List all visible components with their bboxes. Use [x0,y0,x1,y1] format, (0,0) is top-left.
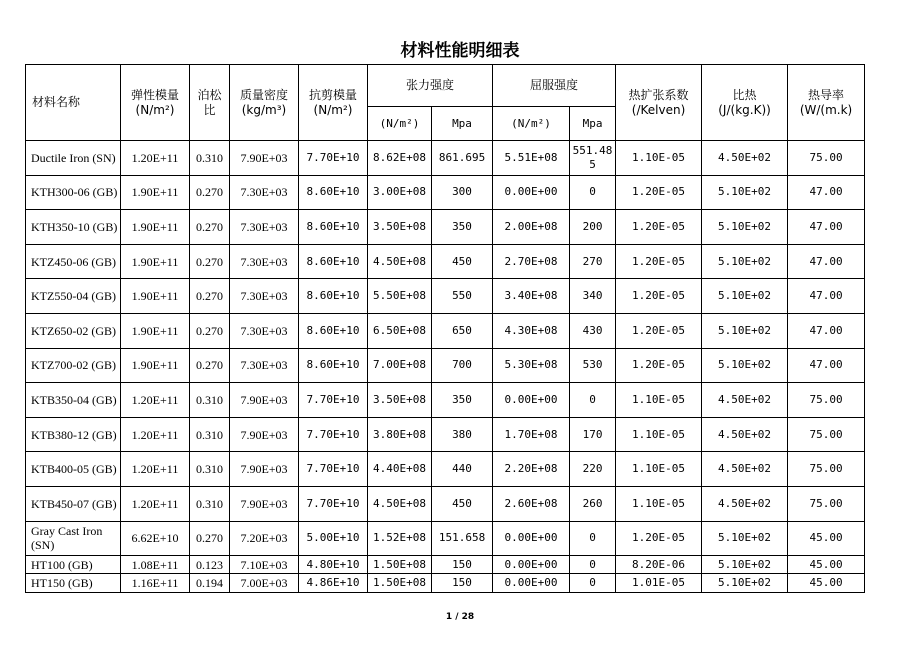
cell-density: 7.30E+03 [230,279,299,314]
cell-tensile-strength: 4.40E+08 [368,452,432,487]
cell-thermal-conductivity: 47.00 [788,244,865,279]
cell-tensile-strength: 3.00E+08 [368,175,432,210]
cell-shear-modulus: 7.70E+10 [299,383,368,418]
cell-specific-heat: 5.10E+02 [702,521,788,556]
cell-shear-modulus: 7.70E+10 [299,486,368,521]
cell-yield-strength: 1.70E+08 [493,417,570,452]
cell-poisson-ratio: 0.310 [190,486,230,521]
header-density: 质量密度 (kg/m³) [230,65,299,141]
cell-shear-modulus: 5.00E+10 [299,521,368,556]
header-shear-modulus: 抗剪模量 (N/m²) [299,65,368,141]
cell-poisson-ratio: 0.270 [190,210,230,245]
header-thermal-expansion: 热扩张系数 (/Kelven) [616,65,702,141]
cell-tensile-strength-mpa: 150 [432,556,493,574]
table-row [26,383,865,418]
cell-poisson-ratio: 0.270 [190,313,230,348]
cell-density: 7.90E+03 [230,141,299,176]
cell-yield-strength-mpa: 0 [570,175,616,210]
cell-elastic-modulus: 1.90E+11 [121,244,190,279]
cell-density: 7.30E+03 [230,244,299,279]
cell-density: 7.90E+03 [230,417,299,452]
cell-thermal-expansion: 1.01E-05 [616,574,702,592]
cell-tensile-strength-mpa: 650 [432,313,493,348]
cell-yield-strength: 3.40E+08 [493,279,570,314]
cell-specific-heat: 4.50E+02 [702,417,788,452]
cell-tensile-strength: 3.50E+08 [368,210,432,245]
cell-elastic-modulus: 1.20E+11 [121,486,190,521]
cell-poisson-ratio: 0.270 [190,244,230,279]
cell-thermal-expansion: 1.10E-05 [616,417,702,452]
cell-yield-strength-mpa: 340 [570,279,616,314]
cell-elastic-modulus: 1.90E+11 [121,279,190,314]
cell-shear-modulus: 4.86E+10 [299,574,368,592]
cell-yield-strength-mpa: 220 [570,452,616,487]
table-row [26,417,865,452]
cell-shear-modulus: 7.70E+10 [299,452,368,487]
cell-yield-strength: 2.70E+08 [493,244,570,279]
cell-tensile-strength-mpa: 380 [432,417,493,452]
cell-density: 7.90E+03 [230,486,299,521]
cell-elastic-modulus: 1.90E+11 [121,210,190,245]
cell-yield-strength: 0.00E+00 [493,574,570,592]
page-number: 1 / 28 [445,612,475,622]
cell-yield-strength-mpa: 0 [570,521,616,556]
header-name: 材料名称 [26,65,121,141]
cell-thermal-expansion: 1.20E-05 [616,313,702,348]
cell-poisson-ratio: 0.123 [190,556,230,574]
table-row [26,244,865,279]
cell-yield-strength-mpa: 270 [570,244,616,279]
material-properties-table [25,64,865,593]
cell-density: 7.10E+03 [230,556,299,574]
cell-tensile-strength-mpa: 700 [432,348,493,383]
cell-tensile-strength-mpa: 150 [432,574,493,592]
cell-tensile-strength: 8.62E+08 [368,141,432,176]
cell-tensile-strength-mpa: 861.695 [432,141,493,176]
table-body [26,141,865,593]
header-tensile-unit-mpa: Mpa [432,107,493,141]
cell-tensile-strength: 5.50E+08 [368,279,432,314]
cell-tensile-strength: 3.50E+08 [368,383,432,418]
cell-specific-heat: 5.10E+02 [702,244,788,279]
cell-specific-heat: 5.10E+02 [702,574,788,592]
cell-tensile-strength-mpa: 151.658 [432,521,493,556]
table-row [26,574,865,592]
cell-material-name: Ductile Iron (SN) [26,141,121,176]
cell-specific-heat: 5.10E+02 [702,175,788,210]
cell-elastic-modulus: 1.20E+11 [121,452,190,487]
cell-yield-strength-mpa: 0 [570,574,616,592]
cell-poisson-ratio: 0.270 [190,279,230,314]
cell-thermal-expansion: 1.20E-05 [616,244,702,279]
header-conductivity: 热导率 (W/(m.k) [788,65,865,141]
page-title: 材料性能明细表 [400,41,520,61]
cell-density: 7.30E+03 [230,210,299,245]
cell-specific-heat: 4.50E+02 [702,383,788,418]
cell-thermal-conductivity: 45.00 [788,574,865,592]
cell-specific-heat: 5.10E+02 [702,348,788,383]
cell-specific-heat: 4.50E+02 [702,452,788,487]
cell-poisson-ratio: 0.310 [190,383,230,418]
cell-yield-strength: 0.00E+00 [493,175,570,210]
cell-tensile-strength: 4.50E+08 [368,486,432,521]
cell-specific-heat: 5.10E+02 [702,279,788,314]
cell-thermal-conductivity: 45.00 [788,556,865,574]
header-yield-unit-nm2: (N/m²) [493,107,570,141]
cell-thermal-conductivity: 75.00 [788,141,865,176]
cell-thermal-conductivity: 75.00 [788,486,865,521]
cell-yield-strength: 2.20E+08 [493,452,570,487]
cell-elastic-modulus: 1.20E+11 [121,141,190,176]
table-row [26,556,865,574]
table-row [26,175,865,210]
cell-specific-heat: 4.50E+02 [702,141,788,176]
cell-yield-strength-mpa: 0 [570,383,616,418]
cell-density: 7.90E+03 [230,452,299,487]
header-tensile-strength: 张力强度 [368,65,493,107]
cell-thermal-conductivity: 75.00 [788,383,865,418]
cell-thermal-conductivity: 47.00 [788,348,865,383]
table-row [26,348,865,383]
cell-tensile-strength-mpa: 350 [432,383,493,418]
cell-tensile-strength: 6.50E+08 [368,313,432,348]
cell-material-name: KTB450-07 (GB) [26,486,121,521]
header-elastic-modulus: 弹性模量 (N/m²) [121,65,190,141]
cell-density: 7.30E+03 [230,313,299,348]
cell-thermal-expansion: 1.20E-05 [616,521,702,556]
table-row [26,141,865,176]
header-yield-unit-mpa: Mpa [570,107,616,141]
cell-density: 7.90E+03 [230,383,299,418]
cell-tensile-strength-mpa: 550 [432,279,493,314]
table-row [26,279,865,314]
cell-shear-modulus: 7.70E+10 [299,141,368,176]
cell-thermal-conductivity: 75.00 [788,417,865,452]
cell-tensile-strength-mpa: 450 [432,486,493,521]
cell-thermal-conductivity: 47.00 [788,279,865,314]
cell-material-name: KTH300-06 (GB) [26,175,121,210]
cell-yield-strength: 4.30E+08 [493,313,570,348]
cell-shear-modulus: 8.60E+10 [299,348,368,383]
cell-tensile-strength-mpa: 450 [432,244,493,279]
cell-shear-modulus: 8.60E+10 [299,244,368,279]
table-row [26,210,865,245]
cell-elastic-modulus: 1.90E+11 [121,348,190,383]
cell-thermal-expansion: 1.10E-05 [616,486,702,521]
table-row [26,313,865,348]
cell-material-name: HT150 (GB) [26,574,121,592]
cell-thermal-conductivity: 47.00 [788,175,865,210]
cell-poisson-ratio: 0.194 [190,574,230,592]
cell-tensile-strength: 4.50E+08 [368,244,432,279]
cell-thermal-conductivity: 45.00 [788,521,865,556]
cell-yield-strength-mpa: 260 [570,486,616,521]
cell-material-name: KTH350-10 (GB) [26,210,121,245]
cell-poisson-ratio: 0.270 [190,175,230,210]
cell-thermal-expansion: 1.20E-05 [616,348,702,383]
cell-tensile-strength: 1.52E+08 [368,521,432,556]
cell-shear-modulus: 8.60E+10 [299,175,368,210]
cell-density: 7.30E+03 [230,175,299,210]
cell-elastic-modulus: 1.16E+11 [121,574,190,592]
cell-poisson-ratio: 0.310 [190,141,230,176]
cell-yield-strength: 2.60E+08 [493,486,570,521]
cell-thermal-conductivity: 75.00 [788,452,865,487]
cell-yield-strength-mpa: 200 [570,210,616,245]
cell-elastic-modulus: 1.90E+11 [121,175,190,210]
cell-material-name: KTZ450-06 (GB) [26,244,121,279]
cell-yield-strength: 2.00E+08 [493,210,570,245]
cell-yield-strength: 0.00E+00 [493,383,570,418]
cell-yield-strength: 0.00E+00 [493,556,570,574]
cell-thermal-expansion: 1.10E-05 [616,141,702,176]
cell-thermal-expansion: 1.20E-05 [616,210,702,245]
header-poisson: 泊松 比 [190,65,230,141]
cell-yield-strength: 5.51E+08 [493,141,570,176]
cell-yield-strength-mpa: 551.485 [570,141,616,176]
cell-poisson-ratio: 0.310 [190,452,230,487]
cell-material-name: KTB350-04 (GB) [26,383,121,418]
cell-yield-strength-mpa: 430 [570,313,616,348]
table-row [26,521,865,556]
cell-specific-heat: 5.10E+02 [702,556,788,574]
cell-yield-strength-mpa: 530 [570,348,616,383]
cell-material-name: KTZ550-04 (GB) [26,279,121,314]
cell-yield-strength-mpa: 170 [570,417,616,452]
cell-poisson-ratio: 0.270 [190,348,230,383]
cell-shear-modulus: 7.70E+10 [299,417,368,452]
table-row [26,486,865,521]
cell-specific-heat: 4.50E+02 [702,486,788,521]
cell-material-name: KTB380-12 (GB) [26,417,121,452]
cell-elastic-modulus: 1.90E+11 [121,313,190,348]
cell-thermal-conductivity: 47.00 [788,210,865,245]
cell-material-name: HT100 (GB) [26,556,121,574]
cell-thermal-expansion: 1.10E-05 [616,383,702,418]
cell-shear-modulus: 8.60E+10 [299,279,368,314]
cell-elastic-modulus: 1.20E+11 [121,383,190,418]
table-row [26,452,865,487]
cell-specific-heat: 5.10E+02 [702,210,788,245]
cell-thermal-expansion: 1.20E-05 [616,279,702,314]
cell-elastic-modulus: 1.08E+11 [121,556,190,574]
cell-specific-heat: 5.10E+02 [702,313,788,348]
cell-thermal-expansion: 8.20E-06 [616,556,702,574]
cell-density: 7.30E+03 [230,348,299,383]
cell-tensile-strength-mpa: 440 [432,452,493,487]
cell-thermal-expansion: 1.10E-05 [616,452,702,487]
cell-tensile-strength-mpa: 300 [432,175,493,210]
cell-tensile-strength: 1.50E+08 [368,574,432,592]
cell-elastic-modulus: 6.62E+10 [121,521,190,556]
cell-material-name: KTZ650-02 (GB) [26,313,121,348]
cell-yield-strength-mpa: 0 [570,556,616,574]
cell-tensile-strength: 3.80E+08 [368,417,432,452]
cell-thermal-conductivity: 47.00 [788,313,865,348]
cell-density: 7.20E+03 [230,521,299,556]
header-yield-strength: 屈服强度 [493,65,616,107]
cell-elastic-modulus: 1.20E+11 [121,417,190,452]
cell-thermal-expansion: 1.20E-05 [616,175,702,210]
cell-tensile-strength-mpa: 350 [432,210,493,245]
cell-tensile-strength: 7.00E+08 [368,348,432,383]
cell-poisson-ratio: 0.310 [190,417,230,452]
cell-tensile-strength: 1.50E+08 [368,556,432,574]
cell-shear-modulus: 4.80E+10 [299,556,368,574]
cell-yield-strength: 5.30E+08 [493,348,570,383]
cell-material-name: KTZ700-02 (GB) [26,348,121,383]
header-specific-heat: 比热 (J/(kg.K)) [702,65,788,141]
cell-shear-modulus: 8.60E+10 [299,210,368,245]
header-tensile-unit-nm2: (N/m²) [368,107,432,141]
cell-yield-strength: 0.00E+00 [493,521,570,556]
cell-material-name: Gray Cast Iron (SN) [26,521,121,556]
cell-density: 7.00E+03 [230,574,299,592]
cell-poisson-ratio: 0.270 [190,521,230,556]
cell-material-name: KTB400-05 (GB) [26,452,121,487]
cell-shear-modulus: 8.60E+10 [299,313,368,348]
